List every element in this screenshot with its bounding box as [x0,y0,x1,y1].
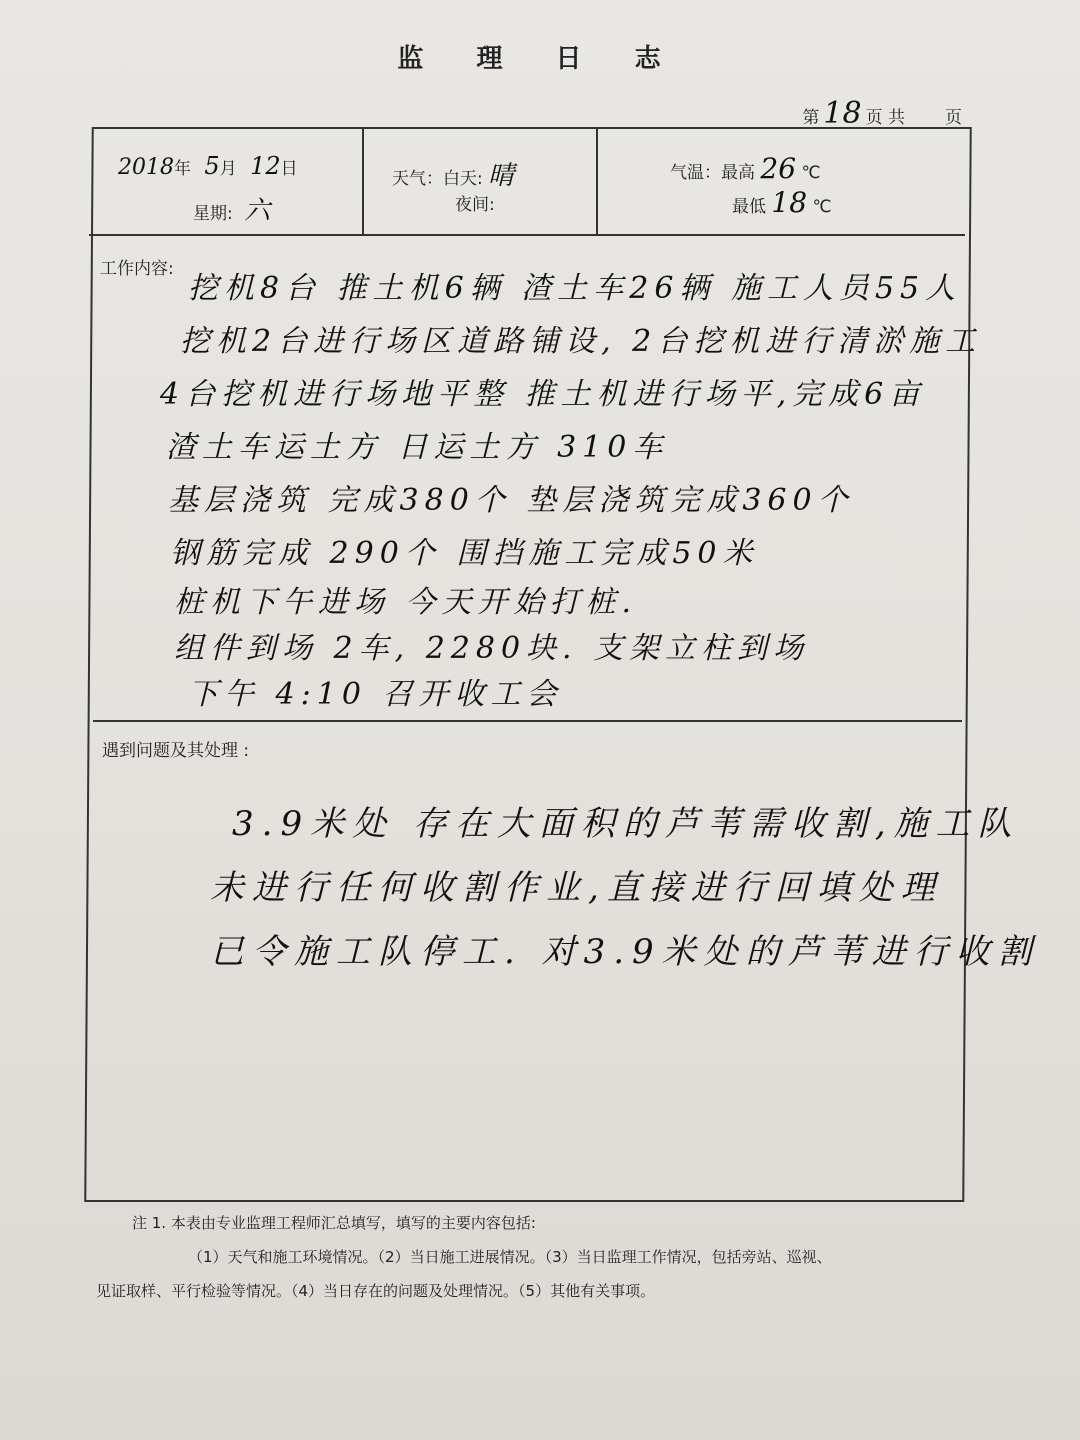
weekday-value: 六 [244,196,271,226]
temp-high-label: 气温：最高 [670,163,755,183]
header-divider-1 [362,128,364,235]
temp-low-unit: ℃ [812,197,832,217]
weekday-label: 星期: [193,204,233,224]
page-number [802,96,962,131]
temp-high-value: 26 [760,152,797,185]
temp-low-field [732,186,832,219]
page-suffix: 页 [945,108,962,128]
page-current: 18 [823,96,862,131]
page-prefix: 第 [802,108,820,128]
page-title: 监 理 日 志 [397,44,683,74]
header-bottom-line [89,234,965,236]
day-value: 12 [250,152,281,180]
issues-label: 遇到问题及其处理 : [102,741,250,761]
weather-day-field [392,155,514,192]
work-line: 桩机下午进场 今天开始打桩. [174,585,638,620]
month-label: 月 [219,159,237,179]
temp-high-unit: ℃ [801,163,821,183]
issues-content [210,792,1040,984]
temp-high-field [670,152,821,185]
date-field [118,152,298,180]
footnote-line-2: （1）天气和施工环境情况。（2）当日施工进展情况。（3）当日监理工作情况，包括旁站、巡视、 [188,1248,832,1266]
temp-low-label: 最低 [732,197,766,217]
month-value: 5 [204,152,220,180]
work-line: 4台挖机进行场地平整 推土机进行场平,完成6亩 [160,377,926,412]
work-line: 挖机8台 推土机6辆 渣土车26辆 施工人员55人 [188,271,962,306]
work-line: 渣土车运土方 日运土方 310车 [166,430,669,465]
temp-low-value: 18 [771,186,808,219]
page-middle: 页 共 [865,108,905,128]
year-value: 2018 [118,155,174,180]
footnote-line-1: 注 1. 本表由专业监理工程师汇总填写，填写的主要内容包括: [132,1214,536,1232]
work-line: 挖机2台进行场区道路铺设, 2台挖机进行清淤施工 [180,324,982,359]
weather-night-label: 夜间: [455,195,495,215]
work-content-label: 工作内容: [100,259,174,279]
work-line: 下午 4:10 召开收工会 [188,677,563,712]
work-line: 组件到场 2车, 2280块. 支架立柱到场 [174,631,810,666]
weather-label: 天气：白天: [392,169,483,189]
weather-night-field [455,190,495,215]
day-label: 日 [280,159,298,179]
work-line: 基层浇筑 完成380个 垫层浇筑完成360个 [168,483,854,518]
issue-line: 3.9米处 存在大面积的芦苇需收割,施工队 [232,804,1020,844]
year-label: 年 [174,159,191,179]
issue-line: 已令施工队停工. 对3.9米处的芦苇进行收割 [210,932,1040,972]
footnotes [96,1206,976,1308]
footnote-line-3: 见证取样、平行检验等情况。（4）当日存在的问题及处理情况。（5）其他有关事项。 [96,1282,656,1300]
work-line: 钢筋完成 290个 围挡施工完成50米 [170,536,759,571]
weather-day-value: 晴 [488,161,515,191]
work-content [160,262,982,718]
weekday-field [193,190,270,227]
issue-line: 未进行任何收割作业,直接进行回填处理 [210,868,943,908]
header-divider-2 [596,128,598,235]
work-bottom-line [93,720,962,722]
